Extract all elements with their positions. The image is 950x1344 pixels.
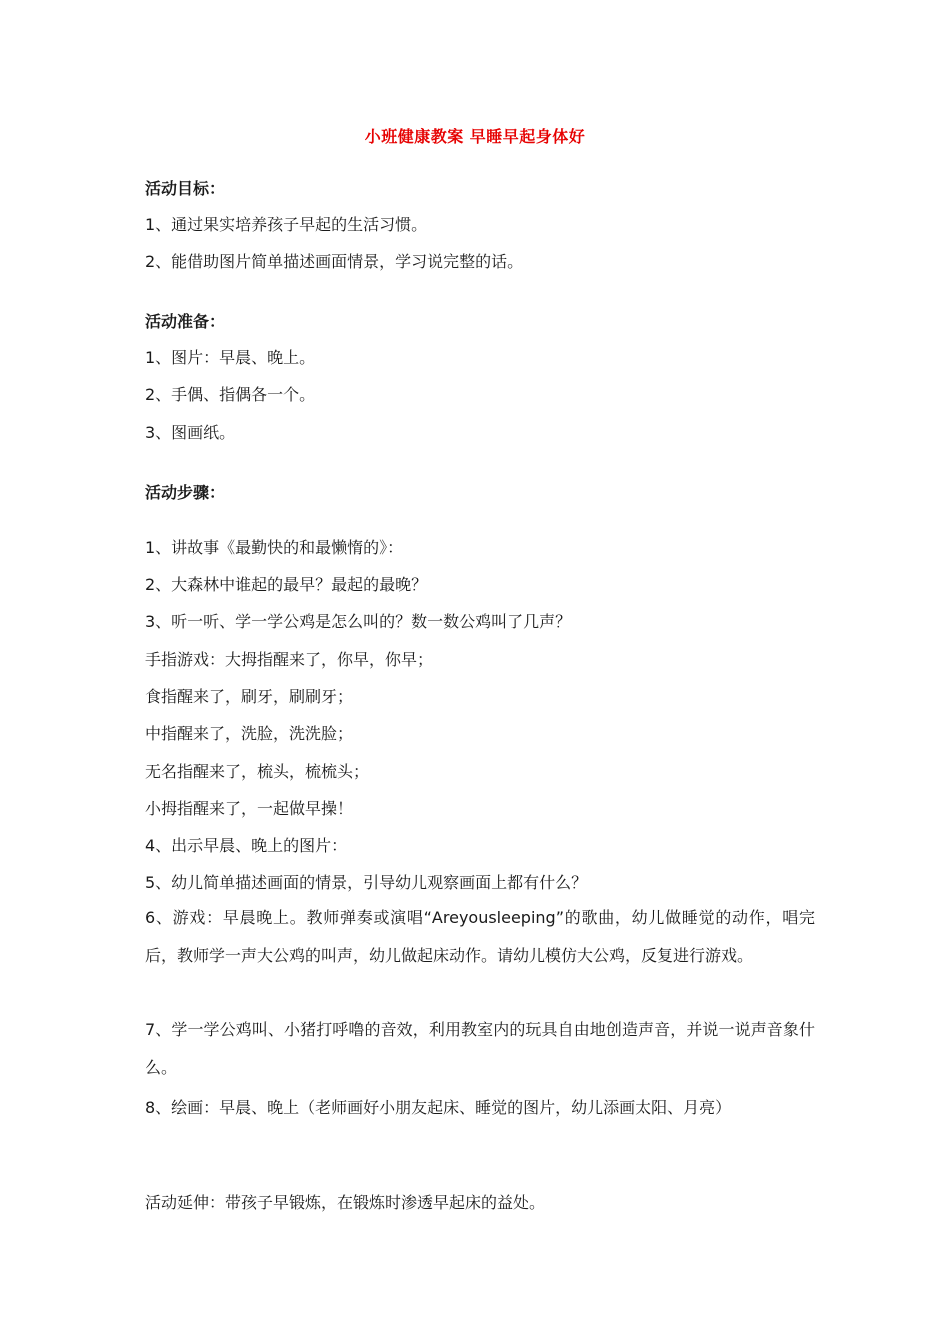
preparation-heading: 活动准备： <box>145 312 226 331</box>
step-item: 4、出示早晨、晚上的图片： <box>145 836 348 855</box>
goals-heading: 活动目标： <box>145 179 226 198</box>
finger-game-line: 中指醒来了，洗脸，洗洗脸； <box>145 724 354 743</box>
activity-extension: 活动延伸：带孩子早锻炼，在锻炼时渗透早起床的益处。 <box>145 1193 546 1212</box>
finger-game-line: 手指游戏：大拇指醒来了，你早，你早； <box>145 650 434 669</box>
step-item: 3、听一听、学一学公鸡是怎么叫的？数一数公鸡叫了几声？ <box>145 612 572 631</box>
steps-heading: 活动步骤： <box>145 483 226 502</box>
step-item-6: 6、游戏：早晨晚上。教师弹奏或演唱“Areyousleeping”的歌曲，幼儿做睡觉的动作，唱完后，教师学一声大公鸡的叫声，幼儿做起床动作。请幼儿模仿大公鸡，反复进行游戏。 <box>145 908 815 965</box>
step-item-7: 7、学一学公鸡叫、小猪打呼噜的音效，利用教室内的玩具自由地创造声音，并说一说声音象什么。 <box>145 1020 815 1077</box>
document-title: 小班健康教案 早睡早起身体好 <box>364 127 586 146</box>
step-item: 5、幼儿简单描述画面的情景，引导幼儿观察画面上都有什么？ <box>145 873 588 892</box>
goal-item: 2、能借助图片简单描述画面情景，学习说完整的话。 <box>145 252 524 271</box>
preparation-item: 2、手偶、指偶各一个。 <box>145 385 316 404</box>
step-item: 1、讲故事《最勤快的和最懒惰的》： <box>145 538 404 557</box>
goal-item: 1、通过果实培养孩子早起的生活习惯。 <box>145 215 428 234</box>
finger-game-line: 无名指醒来了，梳头，梳梳头； <box>145 762 370 781</box>
step-item-8: 8、绘画：早晨、晚上（老师画好小朋友起床、睡觉的图片，幼儿添画太阳、月亮） <box>145 1098 732 1117</box>
finger-game-line: 食指醒来了，刷牙，刷刷牙； <box>145 687 354 706</box>
step-item: 2、大森林中谁起的最早？最起的最晚？ <box>145 575 428 594</box>
preparation-item: 3、图画纸。 <box>145 423 236 442</box>
preparation-item: 1、图片：早晨、晚上。 <box>145 348 316 367</box>
finger-game-line: 小拇指醒来了，一起做早操！ <box>145 799 354 818</box>
